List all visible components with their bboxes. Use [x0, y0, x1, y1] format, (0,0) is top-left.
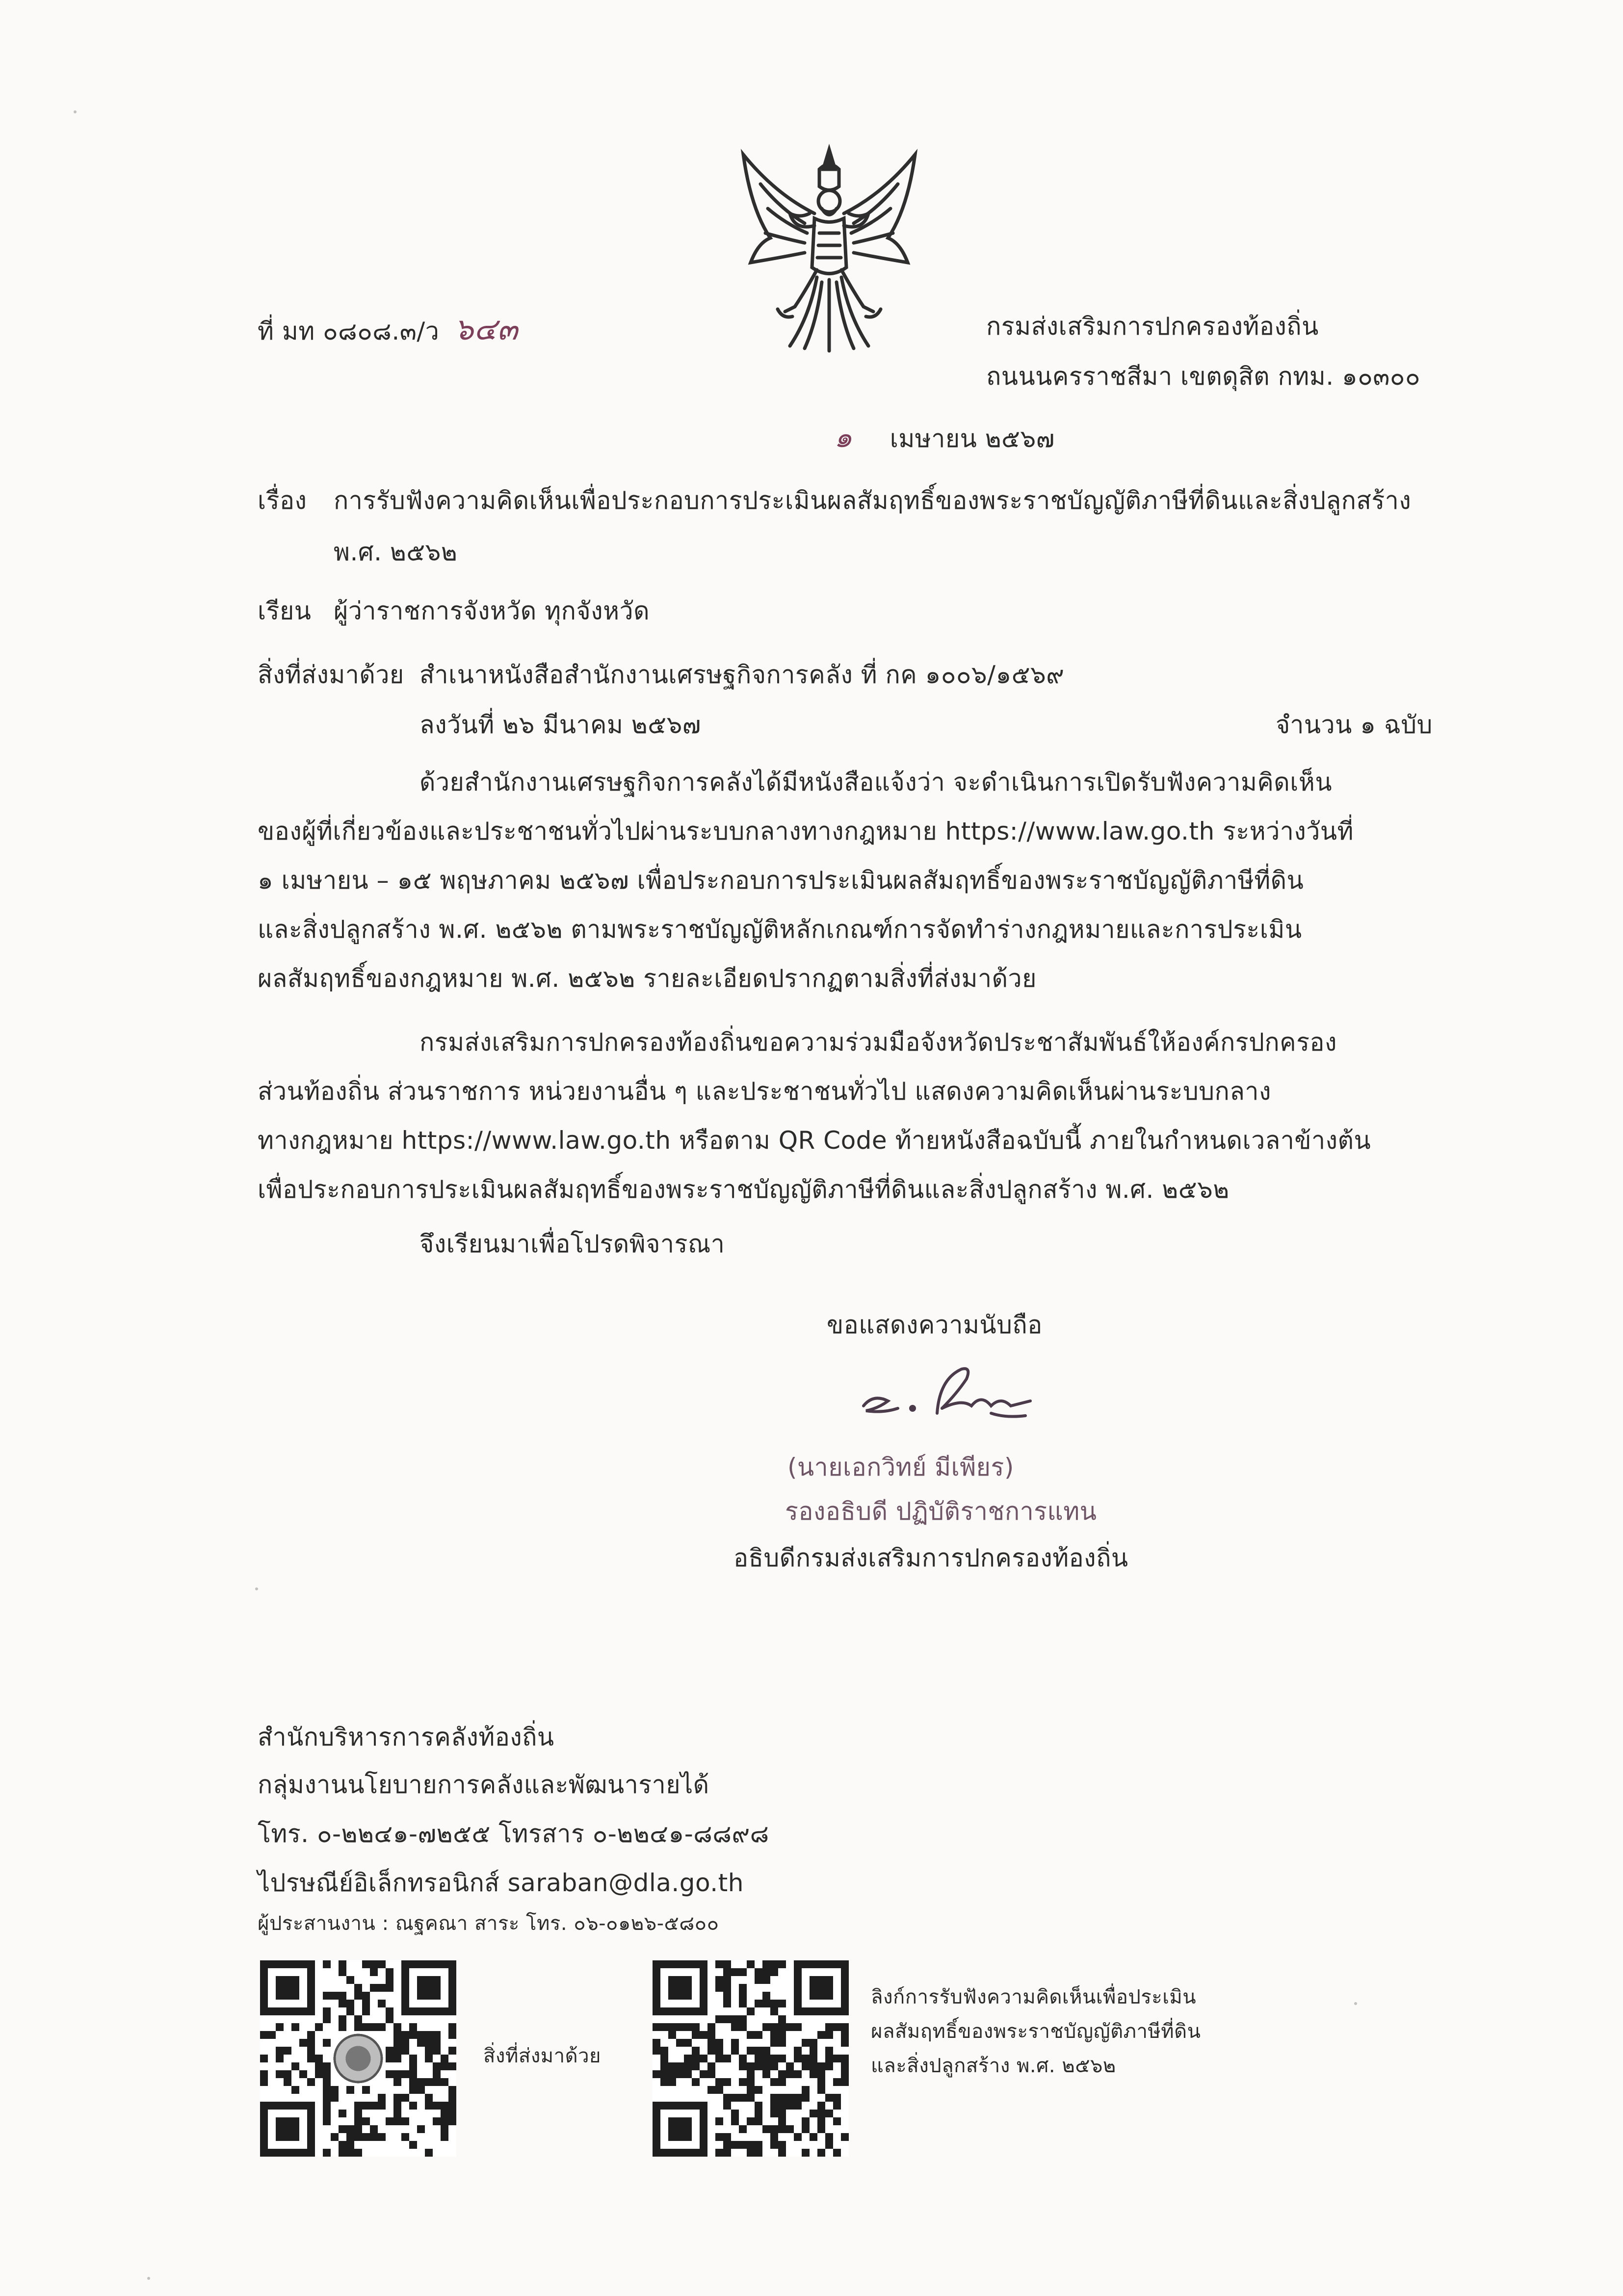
enclosure-line-2: ลงวันที่ ๒๖ มีนาคม ๒๕๖๗: [419, 711, 701, 739]
salutation: ขอแสดงความนับถือ: [827, 1311, 1043, 1339]
signer-role: รองอธิบดี ปฏิบัติราชการแทน: [785, 1497, 1097, 1526]
footer-group: กลุ่มงานนโยบายการคลังและพัฒนารายได้: [258, 1770, 709, 1799]
qr-right-caption-line: และสิ่งปลูกสร้าง พ.ศ. ๒๕๖๒: [871, 2055, 1116, 2077]
subject-label: เรื่อง: [258, 486, 307, 515]
paragraph-2-line: ทางกฎหมาย https://www.law.go.th หรือตาม QR Code ท้ายหนังสือฉบับนี้ ภายในกำหนดเวลาข้างต้น: [258, 1126, 1371, 1155]
scan-speck: [147, 2277, 150, 2280]
garuda-emblem-icon: [731, 140, 927, 356]
document-number-handwritten: ๖๔๓: [454, 311, 518, 347]
enclosure-label: สิ่งที่ส่งมาด้วย: [258, 660, 404, 689]
paragraph-2-line: เพื่อประกอบการประเมินผลสัมฤทธิ์ของพระราชบัญญัติภาษีที่ดินและสิ่งปลูกสร้าง พ.ศ. ๒๕๖๒: [258, 1175, 1230, 1204]
qr-right-caption-line: ลิงก์การรับฟังความคิดเห็นเพื่อประเมิน: [871, 1986, 1197, 2008]
paragraph-2-line: กรมส่งเสริมการปกครองท้องถิ่นขอความร่วมมือจังหวัดประชาสัมพันธ์ให้องค์กรปกครอง: [419, 1028, 1337, 1056]
signer-name: (นายเอกวิทย์ มีเพียร): [787, 1453, 1014, 1481]
qr-code-icon[interactable]: [653, 1960, 849, 2157]
date-day-handwritten: ๑: [834, 421, 853, 454]
paragraph-2-line: ส่วนท้องถิ่น ส่วนราชการ หน่วยงานอื่น ๆ และประชาชนทั่วไป แสดงความคิดเห็นผ่านระบบกลาง: [258, 1077, 1271, 1106]
paragraph-1-line: ผลสัมฤทธิ์ของกฎหมาย พ.ศ. ๒๕๖๒ รายละเอียดปรากฏตามสิ่งที่ส่งมาด้วย: [258, 964, 1037, 993]
date-month-year: เมษายน ๒๕๖๗: [890, 424, 1055, 453]
subject-line-2: พ.ศ. ๒๕๖๒: [334, 538, 458, 566]
closing-request: จึงเรียนมาเพื่อโปรดพิจารณา: [419, 1230, 725, 1258]
footer-coordinator: ผู้ประสานงาน : ณฐคณา สาระ โทร. ๐๖-๐๑๒๖-๕๘๐๐: [258, 1912, 719, 1935]
document-number: [258, 311, 518, 347]
footer-email: ไปรษณีย์อิเล็กทรอนิกส์ saraban@dla.go.th: [258, 1869, 744, 1897]
subject-line-1: การรับฟังความคิดเห็นเพื่อประกอบการประเมินผลสัมฤทธิ์ของพระราชบัญญัติภาษีที่ดินและสิ่งปลูกสร้าง: [334, 486, 1412, 515]
addressee-text: ผู้ว่าราชการจังหวัด ทุกจังหวัด: [334, 597, 650, 625]
footer-office: สำนักบริหารการคลังท้องถิ่น: [258, 1723, 554, 1751]
paragraph-1-line: และสิ่งปลูกสร้าง พ.ศ. ๒๕๖๒ ตามพระราชบัญญัติหลักเกณฑ์การจัดทำร่างกฎหมายและการประเมิน: [258, 915, 1302, 944]
paragraph-1-line: ด้วยสำนักงานเศรษฐกิจการคลังได้มีหนังสือแจ้งว่า จะดำเนินการเปิดรับฟังความคิดเห็น: [419, 768, 1332, 796]
enclosure-line-1: สำเนาหนังสือสำนักงานเศรษฐกิจการคลัง ที่ กค ๑๐๐๖/๑๕๖๙: [419, 660, 1065, 689]
document-number-prefix: ที่ มท ๐๘๐๘.๓/ว: [258, 317, 440, 345]
scan-speck: [1354, 2002, 1357, 2005]
scan-speck: [255, 1587, 258, 1590]
scan-speck: [74, 110, 77, 113]
paragraph-1-line: ของผู้ที่เกี่ยวข้องและประชาชนทั่วไปผ่านระบบกลางทางกฎหมาย https://www.law.go.th ระหว่างวันที่: [258, 817, 1354, 845]
footer-phone: โทร. ๐-๒๒๔๑-๗๒๕๕ โทรสาร ๐-๒๒๔๑-๘๘๙๘: [258, 1820, 769, 1848]
paragraph-1-line: ๑ เมษายน – ๑๕ พฤษภาคม ๒๕๖๗ เพื่อประกอบการประเมินผลสัมฤทธิ์ของพระราชบัญญัติภาษีที่ดิน: [258, 866, 1304, 895]
qr-code-icon[interactable]: [260, 1960, 456, 2157]
addressee-label: เรียน: [258, 597, 312, 625]
qr-right-caption-line: ผลสัมฤทธิ์ของพระราชบัญญัติภาษีที่ดิน: [871, 2020, 1201, 2043]
agency-name: กรมส่งเสริมการปกครองท้องถิ่น: [986, 312, 1319, 341]
agency-address: ถนนนครราชสีมา เขตดุสิต กทม. ๑๐๓๐๐: [986, 362, 1420, 391]
handwritten-signature: [844, 1359, 1040, 1433]
qr-left-caption: สิ่งที่ส่งมาด้วย: [483, 2045, 601, 2067]
signer-organization: อธิบดีกรมส่งเสริมการปกครองท้องถิ่น: [733, 1544, 1128, 1572]
document-date: [834, 421, 1055, 454]
enclosure-quantity: จำนวน ๑ ฉบับ: [1276, 711, 1433, 739]
